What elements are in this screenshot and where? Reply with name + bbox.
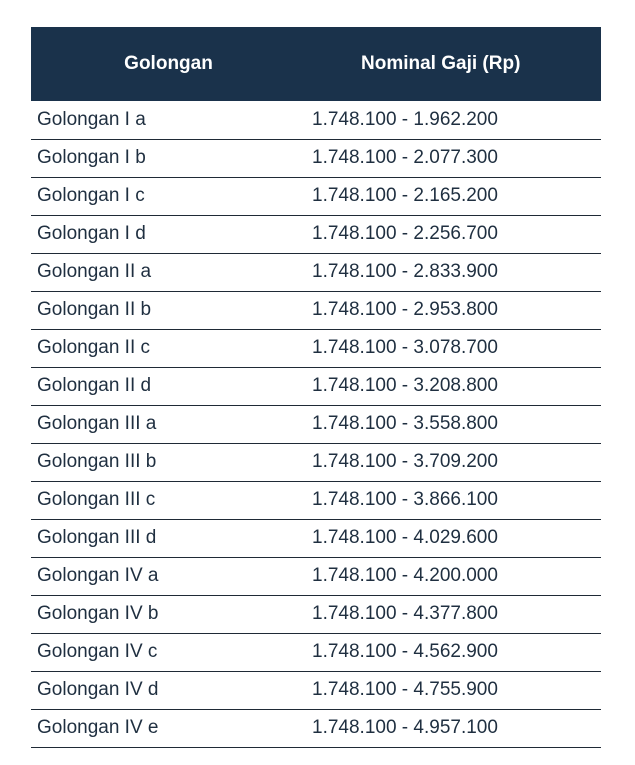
table-row [31, 215, 601, 253]
salary-table-container [31, 27, 601, 748]
cell-nominal: 1.748.100 - 2.077.300 [306, 139, 601, 177]
table-row [31, 405, 601, 443]
cell-golongan: Golongan III d [31, 519, 306, 557]
table-row [31, 709, 601, 747]
cell-nominal: 1.748.100 - 2.833.900 [306, 253, 601, 291]
table-row [31, 633, 601, 671]
cell-golongan: Golongan II b [31, 291, 306, 329]
table-body [31, 101, 601, 747]
cell-nominal: 1.748.100 - 2.165.200 [306, 177, 601, 215]
cell-golongan: Golongan I d [31, 215, 306, 253]
table-row [31, 557, 601, 595]
cell-nominal: 1.748.100 - 4.200.000 [306, 557, 601, 595]
cell-nominal: 1.748.100 - 3.208.800 [306, 367, 601, 405]
cell-nominal: 1.748.100 - 4.562.900 [306, 633, 601, 671]
cell-golongan: Golongan III a [31, 405, 306, 443]
cell-nominal: 1.748.100 - 4.377.800 [306, 595, 601, 633]
cell-nominal: 1.748.100 - 2.953.800 [306, 291, 601, 329]
table-row [31, 481, 601, 519]
cell-golongan: Golongan IV d [31, 671, 306, 709]
cell-golongan: Golongan I a [31, 101, 306, 139]
cell-nominal: 1.748.100 - 3.866.100 [306, 481, 601, 519]
cell-golongan: Golongan II a [31, 253, 306, 291]
column-header-golongan: Golongan [124, 53, 213, 74]
cell-golongan: Golongan IV e [31, 709, 306, 747]
cell-golongan: Golongan I c [31, 177, 306, 215]
cell-nominal: 1.748.100 - 4.029.600 [306, 519, 601, 557]
cell-golongan: Golongan IV a [31, 557, 306, 595]
cell-nominal: 1.748.100 - 1.962.200 [306, 101, 601, 139]
cell-nominal: 1.748.100 - 3.558.800 [306, 405, 601, 443]
cell-golongan: Golongan IV b [31, 595, 306, 633]
table-row [31, 519, 601, 557]
table-row [31, 177, 601, 215]
cell-golongan: Golongan I b [31, 139, 306, 177]
cell-nominal: 1.748.100 - 3.078.700 [306, 329, 601, 367]
table-row [31, 291, 601, 329]
cell-golongan: Golongan II c [31, 329, 306, 367]
cell-nominal: 1.748.100 - 4.957.100 [306, 709, 601, 747]
cell-golongan: Golongan III b [31, 443, 306, 481]
cell-nominal: 1.748.100 - 4.755.900 [306, 671, 601, 709]
table-row [31, 671, 601, 709]
table-row [31, 443, 601, 481]
table-header [31, 27, 601, 101]
cell-golongan: Golongan IV c [31, 633, 306, 671]
cell-golongan: Golongan II d [31, 367, 306, 405]
cell-nominal: 1.748.100 - 3.709.200 [306, 443, 601, 481]
table-row [31, 329, 601, 367]
column-header-nominal-gaji: Nominal Gaji (Rp) [361, 53, 521, 74]
table-row [31, 253, 601, 291]
salary-table [31, 27, 601, 748]
table-row [31, 139, 601, 177]
cell-golongan: Golongan III c [31, 481, 306, 519]
table-row [31, 101, 601, 139]
cell-nominal: 1.748.100 - 2.256.700 [306, 215, 601, 253]
header-row [31, 27, 601, 101]
table-row [31, 367, 601, 405]
table-row [31, 595, 601, 633]
